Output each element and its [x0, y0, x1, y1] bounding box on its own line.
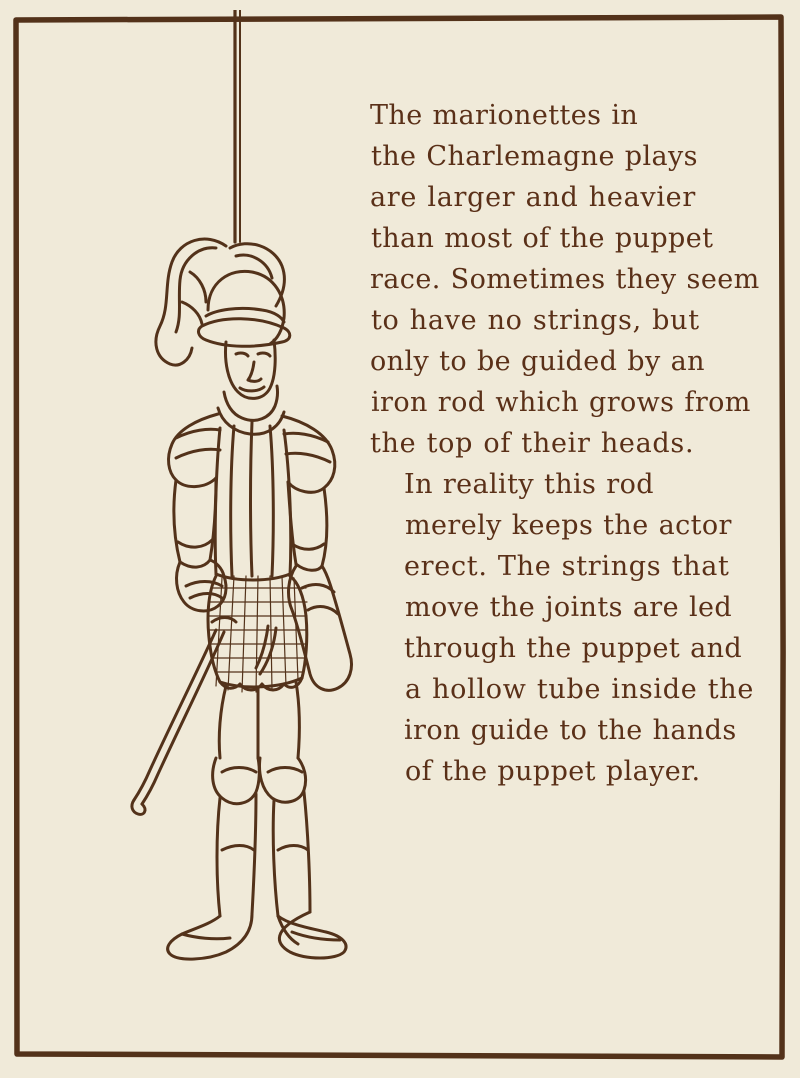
paragraph-1 [370, 95, 770, 464]
text-line: to have no strings, but [371, 305, 700, 336]
text-line: through the puppet and [404, 633, 743, 664]
text-line: the top of their heads. [370, 428, 695, 459]
paragraph-2 [370, 464, 770, 792]
text-column [370, 95, 770, 792]
text-line: the Charlemagne plays [371, 141, 698, 172]
text-line: race. Sometimes they seem [370, 264, 760, 295]
text-line: erect. The strings that [404, 551, 730, 582]
text-line: are larger and heavier [370, 182, 696, 213]
text-line: In reality this rod [404, 469, 654, 500]
text-line: merely keeps the actor [405, 510, 732, 541]
text-line: a hollow tube inside the [405, 674, 755, 705]
knight-marionette-illustration [30, 10, 380, 990]
text-line: of the puppet player. [405, 756, 701, 787]
text-line: The marionettes in [370, 100, 639, 131]
text-line: move the joints are led [405, 592, 733, 623]
text-line: only to be guided by an [370, 346, 705, 377]
text-line: than most of the puppet [371, 223, 714, 254]
text-line: iron rod which grows from [371, 387, 751, 418]
text-line: iron guide to the hands [404, 715, 737, 746]
